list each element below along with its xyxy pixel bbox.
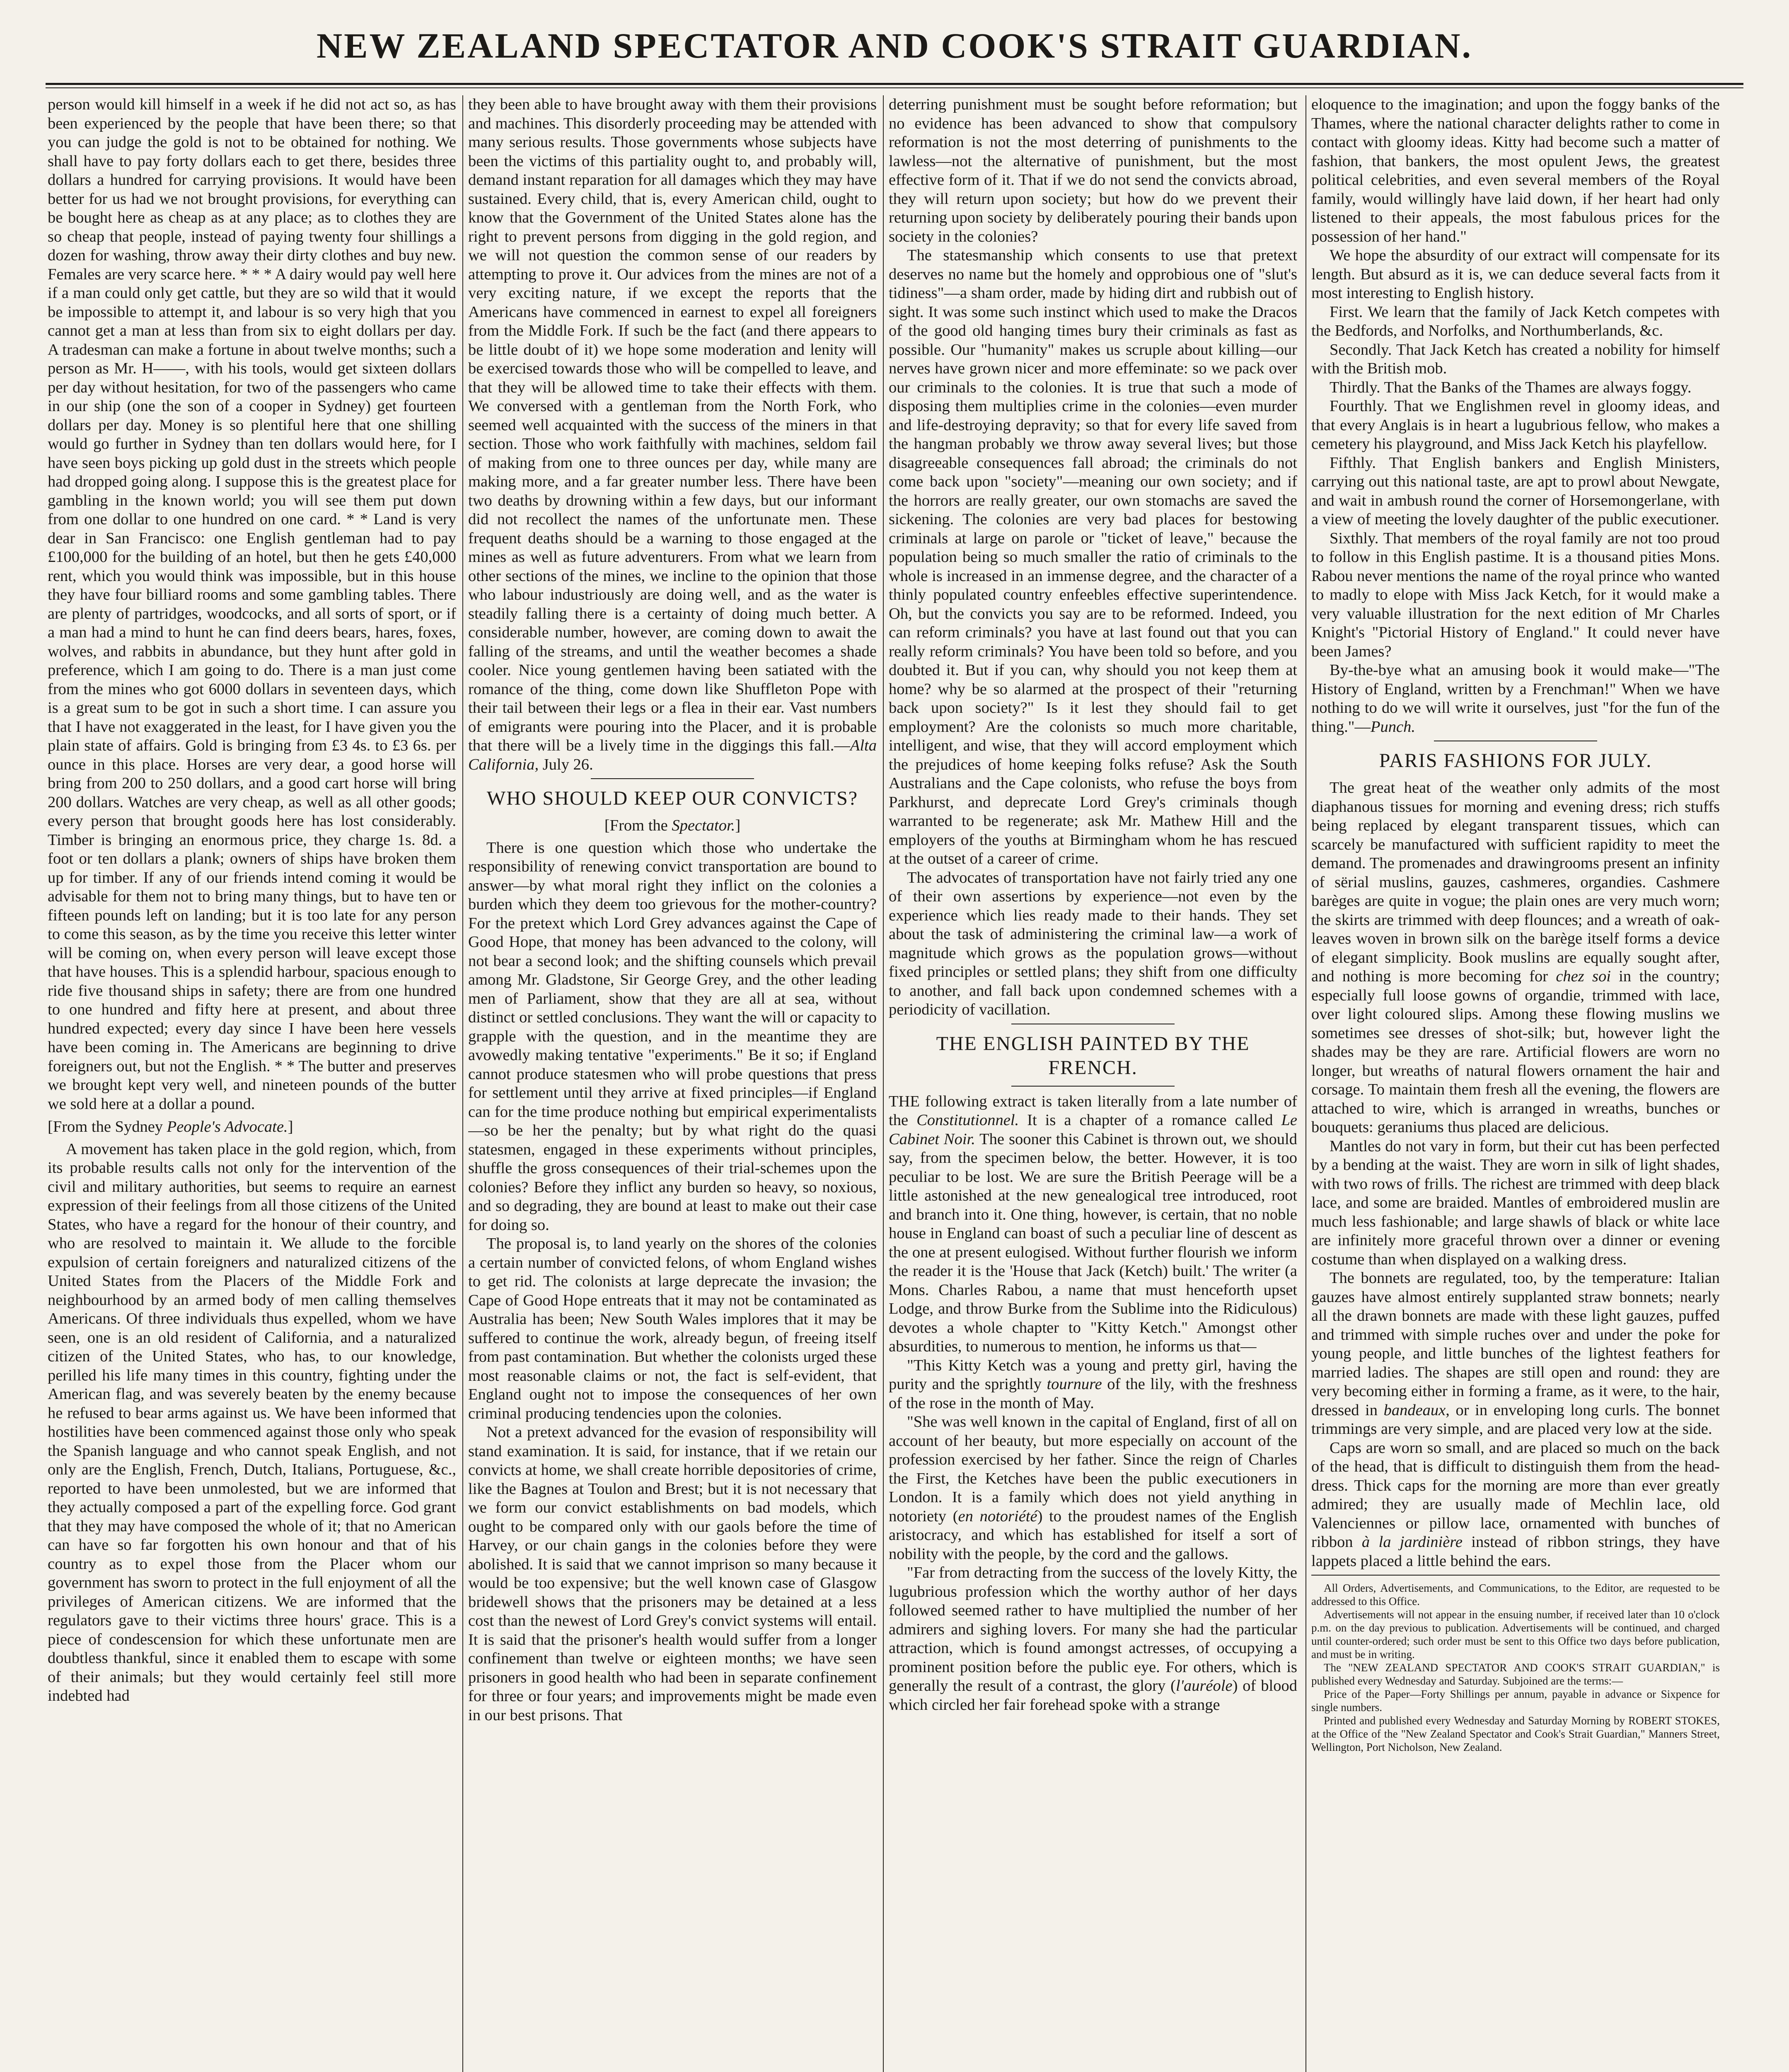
credit-text: ] — [288, 1118, 293, 1135]
paragraph-text: The great heat of the weather only admits of the most diaphanous tissues for morning and evening dress; rich stuffs being replaced by elegant transparent tissues, which can scarcely be manufactured with sufficient rapidity to meet the demand. The promenades and drawingrooms present an infinity of sërial muslins, gauzes, cashmeres, organdies. Cashmere barèges are quite in vogue; the plain ones are very much worn; the skirts are trimmed with deep flounces; and a wreath of oak-leaves woven in brown silk on the barège itself forms a device of elegant simplicity. Book muslins are equally sought after, and nothing is more becoming for — [1311, 779, 1720, 985]
section-heading-english-french: THE ENGLISH PAINTED BY THE FRENCH. — [936, 1032, 1250, 1079]
paragraph-text: "She was well known in the capital of England, first of all on account of her beauty, but more especially on account of the profession exercised by her father. Since the reign of Charles the First, the Ketches have been the public executioners in London. It is a family which does not yield anything in notoriety ( — [889, 1413, 1297, 1525]
article-paragraph: Mantles do not vary in form, but their cut has been perfected by a bending at the waist. They are worn in silk of light shades, with two rows of frills. The richest are trimmed with deep black lace, and some are braided. Mantles of embroidered muslin are much less fashionable; and large shawls of black or white lace are infinitely more graceful thrown over a dinner or evening costume than when displayed on a walking dress. — [1311, 1137, 1720, 1268]
article-paragraph: Fifthly. That English bankers and English Ministers, carrying out this national taste, are apt to prowl about Newgate, and wait in ambush round the corner of Horsemongerlane, with a view of meeting the lovely daughter of the public executioner. — [1311, 454, 1720, 528]
foreign-word: bandeaux — [1383, 1401, 1446, 1419]
column-divider — [883, 95, 884, 2072]
article-paragraph — [889, 1092, 1297, 1356]
credit-text: ] — [735, 817, 741, 834]
article-paragraph: Secondly. That Jack Ketch has created a nobility for himself with the British mob. — [1311, 341, 1720, 377]
article-paragraph: There is one question which those who undertake the responsibility of renewing convict transportation are bound to answer—by what moral right they inflict on the colonies a burden which they deem too grievous for the mother-country? For the pretext which Lord Grey advances against the Cape of Good Hope, that money has been advanced to the colony, will not bear a second look; and the shifting counsels which prevail among Mr. Gladstone, Sir George Grey, and the other leading men of Parliament, show that they are all at sea, without distinct or settled conclusions. They want the will or capacity to grapple with the question, and in the meantime they are avowedly making tentative "experiments." Be it so; if England cannot produce statesmen who will probe questions that press for settlement until they arrive at fixed principles—if England can for the time produce nothing but empirical experimentalists—so be her the penalty; but by what right do the quasi statesmen, engaged in these experiments without principles, shuffle the gross consequences of their trial-schemes upon the colonies? Before they inflict any burden so heavy, so noxious, and so degrading, they are bound at least to make out their case for doing so. — [468, 839, 877, 1234]
section-heading-paris-fashions: PARIS FASHIONS FOR JULY. — [1379, 750, 1652, 772]
article-paragraph — [1311, 661, 1720, 736]
foreign-word: l'auréole — [1176, 1677, 1233, 1694]
column-4 — [1311, 95, 1720, 2072]
article-paragraph: First. We learn that the family of Jack Ketch competes with the Bedfords, and Norfolks, and Northumberlands, &c. — [1311, 303, 1720, 339]
paragraph-text: they been able to have brought away with them their provisions and machines. This disorderly proceeding may be attended with many serious results. Those governments whose subjects have been the victims of this partiality ought to, and probably will, demand instant reparation for all damages which they may have sustained. Every child, that is, every American child, ought to know that the Government of the United States alone has the right to prevent persons from digging in the gold region, and we will not question the common sense of our readers by attempting to prove it. Our advices from the mines are not of a very exciting nature, if we except the reports that the Americans have commenced in earnest to expel all foreigners from the Middle Fork. If such be the fact (and there appears to be little doubt of it) we hope some moderation and lenity will be exercised towards those who will be compelled to leave, and that they will be allowed time to take their effects with them. We conversed with a gentleman from the North Fork, who seemed well acquainted with the success of the miners in that section. Those who work faithfully with machines, seldom fail of making from one to three ounces per day, while many are making more, and a far greater number less. There have been two deaths by drowning within a few days, but our informant did not recollect the names of the unfortunate men. These frequent deaths should be a warning to those engaged at the mines as well as future adventurers. From what we learn from other sections of the mines, we incline to the opinion that those who labour industriously are doing well, and as the water is steadily falling there is a certainty of doing much better. A considerable number, however, are coming down to await the falling of the streams, and until the weather becomes a shade cooler. Nice young gentlemen having been satiated with the romance of the thing, come down like Shuffleton Pope with their tail between their legs or a flea in their ear. Vast numbers of emigrants were pouring into the Placer, and it is probable that there will be a lively time in the diggings this fall.— — [468, 96, 877, 754]
source-name: Alta California, — [468, 737, 877, 773]
paragraph-text: in the country; especially full loose gowns of organdie, trimmed with lace, over light coloured slips. Among these flowing muslins we sometimes see dresses of shot-silk; but, however light the shades may be they are rare. Artificial flowers are worn no longer, but wreaths of natural flowers ornament the hair and corsage. To maintain them fresh all the evening, the flowers are attached to wire, which is arranged in wreaths, bunches or bouquets: geraniums thus placed are delicious. — [1311, 968, 1720, 1136]
foreign-word: chez soi — [1556, 968, 1611, 985]
paragraph-text: , or in enveloping long curls. The bonnet trimmings are very simple, and are placed very low at the side. — [1311, 1401, 1720, 1438]
article-paragraph: The statesmanship which consents to use that pretext deserves no name but the homely and opprobious one of "slut's tidiness"—a sham order, made by hiding dirt and rubbish out of sight. It was some such instinct which used to make the Dracos of the good old hanging times bury their criminals as fast as possible. Our "humanity" makes us scruple about killing—our nerves have grown nicer and more effeminate: so we pack over our criminals to the colonies. It is true that such a mode of disposing them multiplies crime in the colonies—even murder and life-destroying depravity; so that for every life saved from the hangman probably we throw away several lives; but those disagreeable consequences fall abroad; the criminals do not come back upon "society"—meaning our own society; and if the horrors are really greater, our own stomachs are saved the sickening. The colonies are very bad places for bestowing criminals at large on parole or "ticket of leave," because the population being so much smaller the ratio of criminals to the whole is increased in an immense degree, and the character of a thinly populated country enfeebles effective superintendence. Oh, but the convicts you say are to be reformed. Indeed, you can reform criminals? you have at last found out that you can really reform criminals? You have been told so before, and you doubted it. But if you can, why should you not keep them at home? why be so alarmed at the prospect of their "returning back upon society?" Is it lest they should fail to get employment? Are the colonists so much more charitable, intelligent, and wise, that they will accord employment which the prejudices of home keeping folks refuse? Ask the South Australians and the Cape colonists, who refuse the boys from Parkhurst, and deprecate Lord Grey's criminals though warranted to be regenerate; ask Mr. Mathew Hill and the employers of the youths at Birmingham whom he has rescued at the outset of a career of crime. — [889, 247, 1297, 867]
paragraph-text: of the lily, with the freshness of the rose in the month of May. — [889, 1375, 1297, 1412]
article-paragraph — [1311, 1439, 1720, 1571]
paragraph-text: By-the-bye what an amusing book it would make—"The History of England, written by a Frenchman!" When we have nothing to do we will write it ourselves, just "for the fun of the thing."— — [1311, 661, 1720, 736]
article-paragraph: Not a pretext advanced for the evasion of responsibility will stand examination. It is said, for instance, that if we retain our convicts at home, we shall create horrible depositories of crime, like the Bagnes at Toulon and Brest; but it is not necessary that we form our convict establishments on bad models, which ought to be compared only with our gaols before the time of Harvey, or our chain gangs in the colonies before they were abolished. It is said that we cannot imprison so many because it would be too expensive; but the well known case of Glasgow bridewell shows that the prisoners may be detained at a less cost than the newest of Lord Grey's convict systems will entail. It is said that the prisoner's health would suffer from a longer confinement than twelve or eighteen months; we have seen prisoners in good health who had been in separate confinement for three or four years; and improvements might be made even in our best prisons. That — [468, 1423, 877, 1724]
article-paragraph — [889, 1356, 1297, 1413]
office-notice: Price of the Paper—Forty Shillings per annum, payable in advance or Sixpence for single numbers. — [1311, 1688, 1720, 1714]
credit-text: [From the — [604, 817, 672, 834]
foreign-word: tournure — [1047, 1375, 1102, 1393]
office-notice: The "NEW ZEALAND SPECTATOR AND COOK'S STRAIT GUARDIAN," is published every Wednesday and Saturday. Subjoined are the terms:— — [1311, 1661, 1720, 1687]
article-paragraph: We hope the absurdity of our extract will compensate for its length. But absurd as it is, we can deduce several facts from it most interesting to English history. — [1311, 247, 1720, 302]
article-paragraph: Thirdly. That the Banks of the Thames are always foggy. — [1330, 378, 1692, 396]
foreign-word: à la jardinière — [1361, 1533, 1463, 1551]
credit-text: [From the Sydney — [48, 1118, 167, 1135]
article-paragraph: Sixthly. That members of the royal family are not too proud to follow in this English pastime. It is a thousand pities Mons. Rabou never mentions the name of the royal prince who wanted to madly to elope with Miss Jack Ketch, for it would make a very valuable illustration for the next edition of Mr Charles Knight's "Pictorial History of England." It could never have been James? — [1311, 529, 1720, 660]
paragraph-text: It is a chapter of a romance called — [1019, 1111, 1281, 1129]
article-paragraph — [889, 1413, 1297, 1564]
office-notice: Printed and published every Wednesday and Saturday Morning by ROBERT STOKES, at the Office of the "New Zealand Spectator and Cook's Strait Guardian," Manners Street, Wellington, Port Nicholson, New Zealand. — [1311, 1714, 1720, 1753]
article-paragraph: person would kill himself in a week if he did not act so, as has been experienced by the people that have been there; so that you can judge the gold is not to be obtained for nothing. We shall have to pay forty dollars each to get there, besides three dollars a hundred for carrying provisions. It would have been better for us had we not brought provisions, for everything can be bought here as cheap as at any place; as to clothes they are so cheap that people, instead of paying twenty four shillings a dozen for washing, throw away their dirty clothes and buy new. Females are very scarce here. * * * A dairy would pay well here if a man could only get cattle, but they are so wild that it would be impossible to attempt it, and labour is so very high that you cannot get a man at less than from six to eight dollars per day. A tradesman can make a fortune in about twelve months; such a person as Mr. H——, with his tools, would get sixteen dollars per day without hesitation, for two of the passengers who came in our ship (one the son of a cooper in Sydney) get fourteen dollars per day. Money is so plentiful here that one shilling would go further in Sydney than ten dollars would here, for I have seen boys picking up gold dust in the streets which people had dropped going along. I suppose this is the greatest place for gambling in the known world; you will see them put down from one dollar to one hundred on one card. * * Land is very dear in San Francisco: one English gentleman had to pay £100,000 for the building of an hotel, but then he gets £40,000 rent, which you would think was impossible, but in this house they have four billiard rooms and some gambling tables. There are plenty of partridges, woodcocks, and all sorts of sport, or if a man had a mind to hunt he can find deers bears, hares, foxes, wolves, and rabbits in abundance, but they hunt after gold in preference, which I am going to do. There is a man just come from the mines who got 6000 dollars in seventeen days, which is a great sum to be got in such a short time. I can assure you that I have not exaggerated in the least, for I have given you the plain state of affairs. Gold is bringing from £3 4s. to £3 6s. per ounce in this place. Horses are very dear, a good horse will bring from 200 to 250 dollars, and a good cart horse will bring 200 dollars. Watches are very cheap, as well as all other goods; every person that brought goods here has lost considerably. Timber is bringing an enormous price, they charge 1s. 8d. a foot or ten dollars a plank; owners of ships have broken them up for timber. If any of our friends intend coming it would be advisable for them not to bring many things, but to have ten or fifteen pounds left on landing; but it is too late for any person to come this season, as by the time you receive this letter winter will be coming on, when every person will leave except those that have houses. This is a splendid harbour, spacious enough to ride five thousand ships in safety; there are from one hundred to one hundred and fifty here at present, and about three hundred expected; every day since I have been here vessels have been coming in. The Americans are beginning to drive foreigners out, but not the English. * * The butter and preserves we brought kept very well, and nineteen pounds of the butter we sold here at a dollar a pound. — [48, 96, 456, 1113]
office-notice: Advertisements will not appear in the ensuing number, if received later than 10 o'clock p.m. on the day previous to publication. Advertisements will be continued, and charged until counter-ordered; such order must be sent to this Office two days before publication, and must be in writing. — [1311, 1608, 1720, 1661]
paragraph-text: ) to the proudest names of the English aristocracy, and which has established for itself a sort of nobility with the people, by the cord and the gallows. — [889, 1507, 1297, 1563]
paragraph-text: "Far from detracting from the success of the lovely Kitty, the lugubrious profession which the worthy author of her days followed seemed rather to have multiplied the number of her admirers and sighing lovers. For many she had the particular attraction, which is found amongst actresses, of occupying a prominent position before the public eye. For others, which is generally the result of a contrast, the glory ( — [889, 1564, 1297, 1694]
section-rule — [1011, 1086, 1175, 1087]
paragraph-text: instead of ribbon strings, they have lappets placed a little behind the ears. — [1311, 1533, 1720, 1570]
section-heading-convicts: WHO SHOULD KEEP OUR CONVICTS? — [486, 787, 858, 809]
paper-name: Constitutionnel. — [916, 1111, 1019, 1129]
foreign-word: en notoriété — [958, 1507, 1037, 1525]
column-1 — [48, 95, 456, 2072]
article-paragraph: A movement has taken place in the gold region, which, from its probable results calls not only for the intervention of the civil and military authorities, but seems to require an earnest expression of their feelings from all those citizens of the United States, who have a regard for the honour of their country, and who are resolved to maintain it. We allude to the forcible expulsion of certain foreigners and naturalized citizens of the United States from the Placers of the Middle Fork and neighbourhood by an armed body of men calling themselves Americans. Of three individuals thus expelled, whom we have seen, one is an old resident of California, and a naturalized citizen of the United States, who has, to our knowledge, perilled his life many times in this country, fighting under the American flag, and was severely beaten by the enemy because he refused to bear arms against us. We have been informed that hostilities have been commenced against those only who speak the Spanish language and who cannot speak English, and not only are the English, French, Dutch, Italians, Portuguese, &c., reported to have been unmolested, but we are informed that they actually composed a part of the expelling force. God grant that they may have composed the whole of it; that no American can have so far forgotten his own honour and that of his country as to expel those from the Placer whom our government has sworn to protect in the full enjoyment of all the privileges of American citizens. We are informed that the regulators gave to their victims three hours' grace. This is a piece of condescension for which these unfortunate men are doubtless thankful, since it enabled them to escape with some of their animals; but they would certainly feel still more indebted had — [48, 1140, 456, 1704]
source-credit — [48, 1118, 456, 1137]
masthead-rule — [46, 83, 1743, 88]
notice-rule — [1311, 1575, 1720, 1576]
article-paragraph — [1311, 779, 1720, 1137]
paragraph-text: The sooner this Cabinet is thrown out, we should say, from the specimen below, the better. However, it is too peculiar to be lost. We are sure the British Peerage will be a little astonished at the new genealogical tree introduced, root and branch into it. One thing, however, is certain, that no noble house in England can boast of such a peculiar line of descent as the one at present eulogised. Without further flourish we inform the reader it is the 'House that Jack (Ketch) built.' The writer (a Mons. Charles Rabou, a name that must henceforth upset Lodge, and throw Burke from the Sublime into the Ridiculous) devotes a whole chapter to "Kitty Ketch." Amongst other absurdities, to numerous to mention, he informs us that— — [889, 1130, 1297, 1355]
article-paragraph — [468, 95, 877, 774]
book-title: Le Cabinet Noir. — [889, 1111, 1297, 1148]
paragraph-text: THE following extract is taken literally from a late number of the — [889, 1092, 1297, 1129]
source-date: July 26. — [539, 755, 593, 773]
masthead-title: NEW ZEALAND SPECTATOR AND COOK'S STRAIT GUARDIAN. — [316, 26, 1473, 65]
paragraph-text: Caps are worn so small, and are placed so much on the back of the head, that is difficult to distinguish them from the head-dress. Thick caps for the morning are more than ever greatly admired; they are usually made of Mechlin lace, old Valenciennes or pillow lace, ornamented with bunches of ribbon — [1311, 1439, 1720, 1551]
article-paragraph: The proposal is, to land yearly on the shores of the colonies a certain number of convicted felons, of whom England wishes to get rid. The colonists at large deprecate the invasion; the Cape of Good Hope entreats that it may not be contaminated as Australia has been; New South Wales implores that it may be suffered to continue the work, already begun, of freeing itself from past contamination. But whether the colonists urged these most reasonable claims or not, the fact is self-evident, that England ought not to impose the consequences of her own criminal producing tendencies upon the colonies. — [468, 1235, 877, 1422]
office-notice: All Orders, Advertisements, and Communications, to the Editor, are requested to be addressed to this Office. — [1311, 1582, 1720, 1607]
article-paragraph: deterring punishment must be sought before reformation; but no evidence has been advanced to show that compulsory reformation is not the most deterring of punishments to the lawless—not the alternative of punishment, but the most effective form of it. That if we do not send the convicts abroad, they will return upon society; but how do we prevent their returning upon society by deliberately pouring their bands upon society in the colonies? — [889, 96, 1297, 245]
article-paragraph — [1311, 1269, 1720, 1439]
section-rule — [591, 778, 754, 779]
source-credit — [468, 816, 877, 835]
article-paragraph — [889, 1564, 1297, 1714]
column-2 — [468, 95, 877, 2072]
column-divider — [1305, 95, 1306, 2072]
article-paragraph: The advocates of transportation have not fairly tried any one of their own assertions by experience—not even by the experience which lies ready made to their hands. They set about the task of administering the criminal law—a work of magnitude which grows as the population grows—without fixed principles or settled plans; they shift from one difficulty to another, and fall back upon condemned schemes with a periodicity of vacillation. — [889, 869, 1297, 1018]
paragraph-text: "This Kitty Ketch was a young and pretty girl, having the purity and the sprightly — [889, 1356, 1297, 1393]
credit-paper-name: People's Advocate. — [167, 1118, 288, 1135]
paragraph-text: ) of blood which circled her fair forehead spoke with a strange — [889, 1677, 1297, 1714]
column-3 — [889, 95, 1297, 2072]
article-paragraph: Fourthly. That we Englishmen revel in gloomy ideas, and that every Anglais is in heart a lugubrious fellow, who makes a cemetery his playground, and Miss Jack Ketch his playfellow. — [1311, 397, 1720, 453]
paragraph-text: The bonnets are regulated, too, by the temperature: Italian gauzes have almost entirely supplanted straw bonnets; nearly all the drawn bonnets are made with these light gauzes, puffed and trimmed with simple ruches over and under the poke for young people, and little bunches of the lightest feathers for married ladies. The shapes are still open and round: they are very becoming either in forming a frame, as it were, to the hair, dressed in — [1311, 1269, 1720, 1419]
credit-paper-name: Spectator. — [672, 817, 735, 834]
column-divider — [462, 95, 463, 2072]
source-name: Punch. — [1370, 718, 1415, 736]
article-paragraph: eloquence to the imagination; and upon the foggy banks of the Thames, where the national character delights rather to come in contact with gloomy ideas. Kitty had become such a matter of fashion, that bankers, the most opulent Jews, the greatest political celebrities, and even several members of the Royal family, would willingly have laid down, if her heart had only listened to their appeals, the most fabulous prices for the possession of her hand." — [1311, 96, 1720, 245]
